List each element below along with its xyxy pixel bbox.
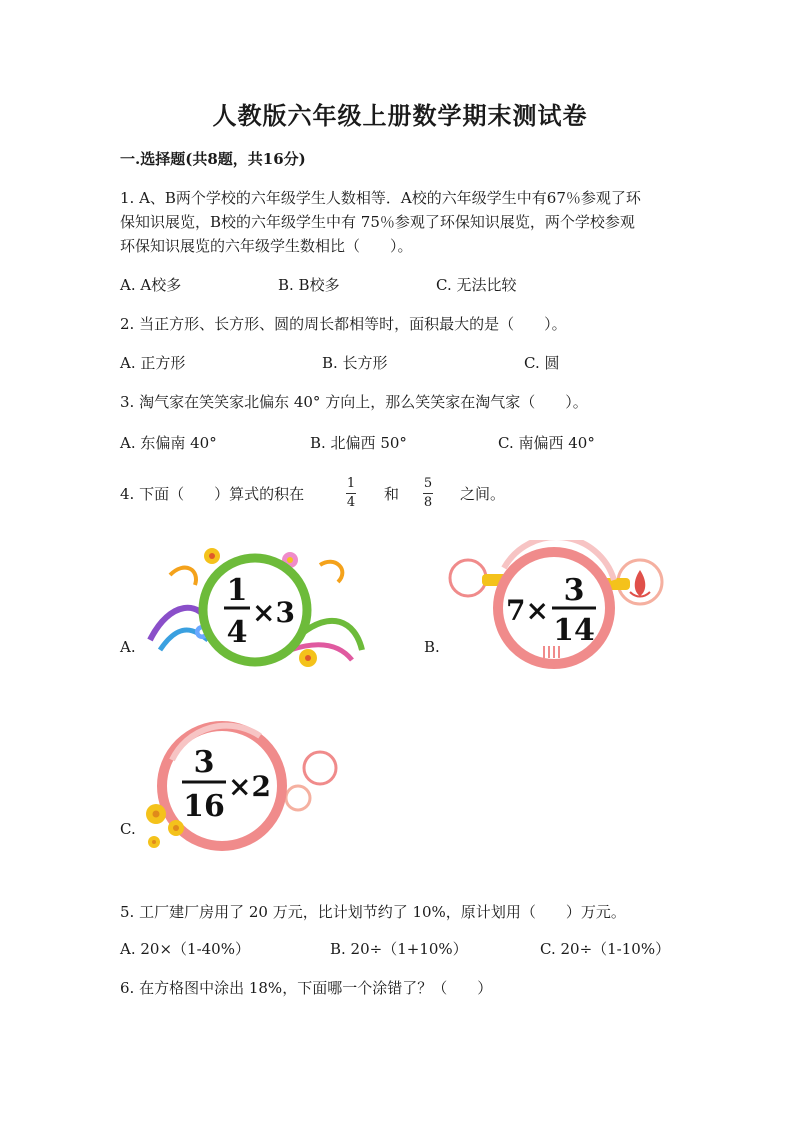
option-b-numerator: 3 <box>563 573 585 608</box>
q4-option-c-label[interactable]: C. <box>120 820 136 838</box>
q4-fraction-1-num: 1 <box>346 476 356 491</box>
option-b-denominator: 14 <box>553 613 595 648</box>
option-a-operator: ×3 <box>252 596 295 629</box>
page-title: 人教版六年级上册数学期末测试卷 <box>212 101 588 130</box>
q3-option-b[interactable]: B. 北偏西 50° <box>310 434 407 452</box>
q4-prefix: 4. 下面（ ）算式的积在 <box>120 485 305 503</box>
small-ring-icon <box>450 560 486 596</box>
fraction-bar <box>423 493 433 494</box>
lotus-icon <box>630 570 650 597</box>
q1-line-2: 保知识展览，B校的六年级学生中有 75％参观了环保知识展览，两个学校参观 <box>120 213 635 231</box>
q4-fraction-2 <box>423 476 433 511</box>
q4-option-a-bubble[interactable] <box>140 540 370 678</box>
q3-option-c[interactable]: C. 南偏西 40° <box>498 434 595 452</box>
option-c-operator: ×2 <box>228 770 271 803</box>
option-b-operator: 7× <box>506 594 549 627</box>
q4-fraction-2-num: 5 <box>423 476 433 491</box>
q1-line-1: 1. A、B两个学校的六年级学生人数相等．A校的六年级学生中有67％参观了环 <box>120 189 641 207</box>
option-a-denominator: 4 <box>226 615 248 650</box>
q2-option-a[interactable]: A. 正方形 <box>120 354 186 372</box>
q4-option-b-bubble[interactable] <box>444 540 674 675</box>
q5-option-b[interactable]: B. 20÷（1+10%） <box>330 940 468 958</box>
q6-text: 6. 在方格图中涂出 18%，下面哪一个涂错了？（ ） <box>120 979 493 997</box>
q2-option-c[interactable]: C. 圆 <box>524 354 560 372</box>
q4-option-a-label[interactable]: A. <box>120 638 136 656</box>
q4-option-b-label[interactable]: B. <box>424 638 440 656</box>
q4-suffix: 之间。 <box>460 485 506 503</box>
q4-fraction-1 <box>346 476 356 511</box>
q4-mid: 和 <box>384 485 400 503</box>
q5-option-c[interactable]: C. 20÷（1-10%） <box>540 940 671 958</box>
q3-option-a[interactable]: A. 东偏南 40° <box>120 434 217 452</box>
fraction-bar <box>346 493 356 494</box>
q1-line-3: 环保知识展览的六年级学生数相比（ ）。 <box>120 237 413 255</box>
q2-text: 2. 当正方形、长方形、圆的周长都相等时，面积最大的是（ ）。 <box>120 315 567 333</box>
section-heading: 一.选择题(共8题，共16分) <box>120 150 306 168</box>
q1-option-b[interactable]: B. B校多 <box>278 276 340 294</box>
option-c-denominator: 16 <box>183 789 225 824</box>
q1-option-a[interactable]: A. A校多 <box>120 276 182 294</box>
q4-option-c-bubble[interactable] <box>140 720 340 855</box>
q4-fraction-2-den: 8 <box>423 495 433 510</box>
q2-option-b[interactable]: B. 长方形 <box>322 354 388 372</box>
small-ring-icon <box>304 752 336 784</box>
q1-option-c[interactable]: C. 无法比较 <box>436 276 517 294</box>
option-c-numerator: 3 <box>193 745 215 780</box>
q4-fraction-1-den: 4 <box>346 495 356 510</box>
q5-option-a[interactable]: A. 20×（1-40%） <box>120 940 250 958</box>
option-a-numerator: 1 <box>226 573 248 608</box>
small-ring-icon <box>286 786 310 810</box>
q5-text: 5. 工厂建厂房用了 20 万元，比计划节约了 10%，原计划用（ ）万元。 <box>120 903 626 921</box>
q3-text: 3. 淘气家在笑笑家北偏东 40° 方向上，那么笑笑家在淘气家（ ）。 <box>120 393 588 411</box>
